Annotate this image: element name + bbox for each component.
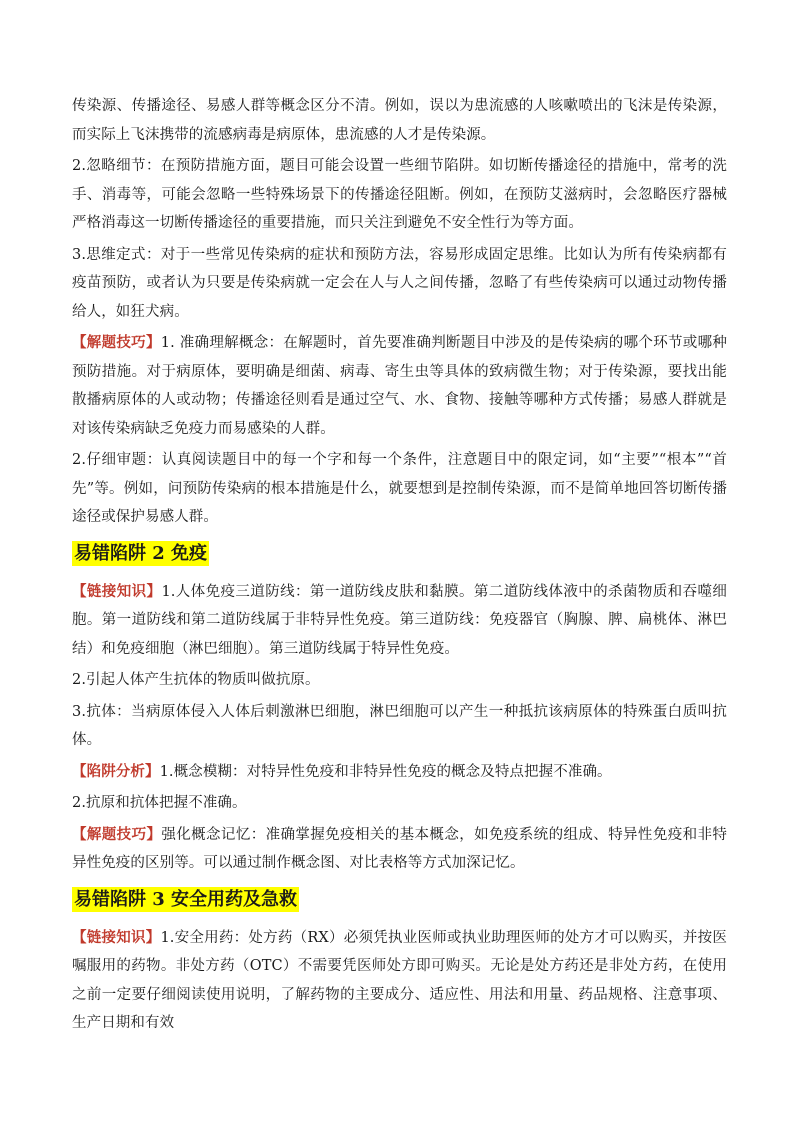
paragraph: 2.引起人体产生抗体的物质叫做抗原。 [72,672,320,688]
paragraph-text: 1. 准确理解概念：在解题时，首先要准确判断题目中涉及的是传染病的哪个环节或哪种预防措施。对于病原体，要明确是细菌、病毒、寄生虫等具体的致病微生物；对于传染源，要找出能散播病原体的人或动物；传播途径则看是通过空气、水、食物、接触等哪种方式传播；易感人群就是对该传染病缺乏免疫力而易感染的人群。 [72,335,727,437]
section-tag: 【陷阱分析】 [72,762,160,780]
paragraph-text: 1.安全用药：处方药（RX）必须凭执业医师或执业助理医师的处方才可以购买，并按医嘱服用的药物。非处方药（OTC）不需要凭医师处方即可购买。无论是处方药还是非处方药，在使用之前一定要仔细阅读使用说明，了解药物的主要成分、适应性、用法和用量、药品规格、注意事项、生产日期和有效 [72,929,727,1031]
paragraph-text: 1.人体免疫三道防线：第一道防线皮肤和黏膜。第二道防线体液中的杀菌物质和吞噬细胞。第一道防线和第二道防线属于非特异性免疫。第三道防线：免疫器官（胸腺、脾、扁桃体、淋巴结）和免疫细胞（淋巴细胞）。第三道防线属于特异性免疫。 [72,583,727,657]
paragraph-text: 1.概念模糊：对特异性免疫和非特异性免疫的概念及特点把握不准确。 [159,763,612,780]
section-tag: 【链接知识】 [72,582,162,600]
section-tag: 【解题技巧】 [72,334,161,351]
paragraph [72,329,727,443]
heading-highlight: 易错陷阱 2 免疫 [74,542,208,564]
paragraph: 2.抗原和抗体把握不准确。 [72,795,247,811]
heading-highlight: 易错陷阱 3 安全用药及急救 [74,888,298,910]
document-body [72,92,727,1041]
paragraph: 2.忽略细节：在预防措施方面，题目可能会设置一些细节陷阱。如切断传播途径的措施中，常考的洗手、消毒等，可能会忽略一些特殊场景下的传播途径阻断。例如，在预防艾滋病时，会忽略医疗器械严格消毒这一切断传播途径的重要措施，而只关注到避免不安全性行为等方面。 [72,158,727,231]
paragraph-text: 强化概念记忆：准确掌握免疫相关的基本概念，如免疫系统的组成、特异性免疫和非特异性免疫的区别等。可以通过制作概念图、对比表格等方式加深记忆。 [72,826,727,871]
paragraph: 3.抗体：当病原体侵入人体后刺激淋巴细胞，淋巴细胞可以产生一种抵抗该病原体的特殊蛋白质叫抗体。 [72,703,727,748]
paragraph [72,821,727,878]
paragraph: 传染源、传播途径、易感人群等概念区分不清。例如，误以为患流感的人咳嗽喷出的飞沫是传染源，而实际上飞沫携带的流感病毒是病原体，患流感的人才是传染源。 [72,98,727,143]
section-tag: 【解题技巧】 [72,825,162,843]
paragraph: 3.思维定式：对于一些常见传染病的症状和预防方法，容易形成固定思维。比如认为所有传染病都有疫苗预防，或者认为只要是传染病就一定会在人与人之间传播，忽略了有些传染病可以通过动物传播给人，如狂犬病。 [72,246,727,320]
paragraph [72,924,727,1038]
paragraph: 2.仔细审题：认真阅读题目中的每一个字和每一个条件，注意题目中的限定词，如“主要”“根本”“首先”等。例如，问预防传染病的根本措施是什么，就要想到是控制传染源，而不是简单地回答切断传播途径或保护易感人群。 [72,452,727,525]
paragraph [72,578,727,664]
paragraph [72,758,727,787]
section-heading [72,884,727,916]
section-heading [72,538,727,570]
section-tag: 【链接知识】 [72,928,161,946]
